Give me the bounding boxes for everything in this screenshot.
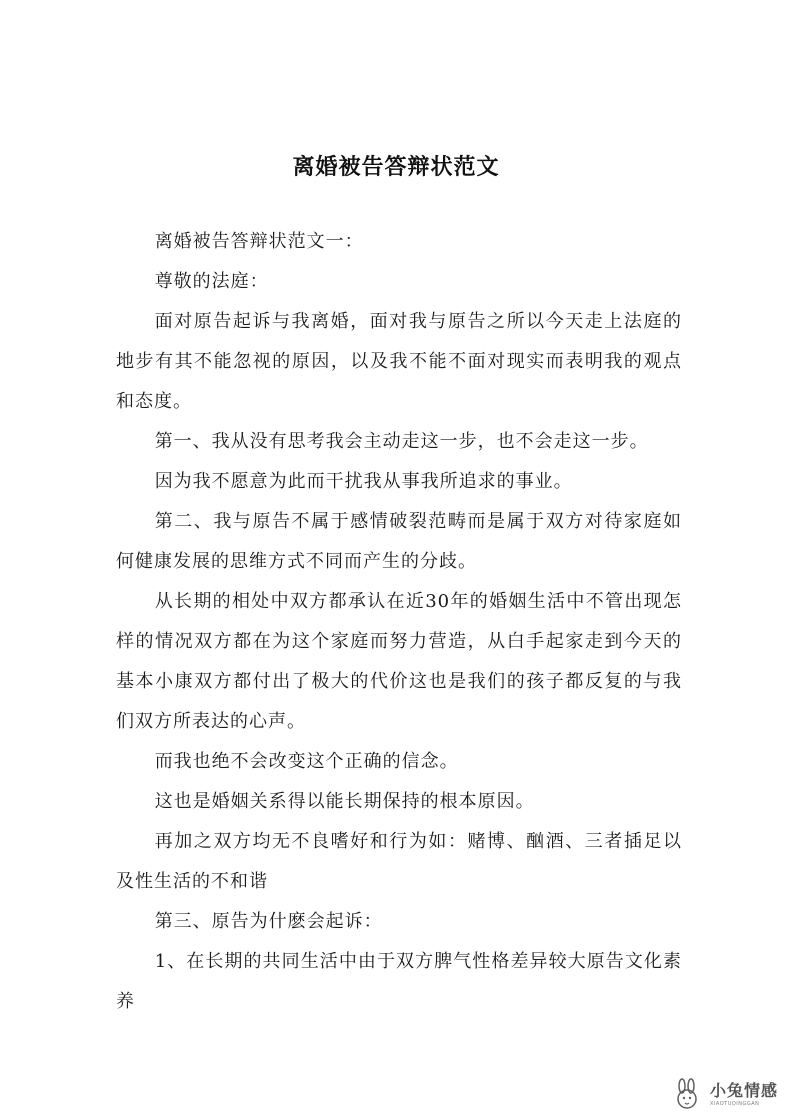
watermark-name: 小兔情感	[709, 1081, 778, 1100]
paragraph: 再加之双方均无不良嗜好和行为如：赌博、酗酒、三者插足以及性生活的不和谐	[116, 831, 682, 892]
paragraph: 尊敬的法庭：	[154, 271, 269, 292]
paragraph: 第三、原告为什麽会起诉：	[154, 911, 383, 932]
paragraph: 1、在长期的共同生活中由于双方脾气性格差异较大原告文化素养	[116, 951, 682, 1012]
paragraph: 这也是婚姻关系得以能长期保持的根本原因。	[154, 791, 535, 812]
rabbit-logo-icon	[670, 1078, 704, 1112]
paragraph: 第一、我从没有思考我会主动走这一步，也不会走这一步。	[154, 431, 649, 452]
paragraph: 面对原告起诉与我离婚，面对我与原告之所以今天走上法庭的地步有其不能忽视的原因，以及我不能不面对现实而表明我的观点和态度。	[116, 311, 682, 412]
document-title: 离婚被告答辩状范文	[292, 155, 500, 180]
watermark	[670, 1078, 778, 1112]
paragraph: 离婚被告答辩状范文一：	[154, 231, 364, 252]
watermark-subtitle: XIAOTUQINGGAN	[709, 1101, 760, 1107]
paragraph: 而我也绝不会改变这个正确的信念。	[154, 751, 459, 772]
paragraph: 第二、我与原告不属于感情破裂范畴而是属于双方对待家庭如何健康发展的思维方式不同而产生的分歧。	[116, 511, 682, 572]
paragraph: 从长期的相处中双方都承认在近30年的婚姻生活中不管出现怎样的情况双方都在为这个家庭而努力营造，从白手起家走到今天的基本小康双方都付出了极大的代价这也是我们的孩子都反复的与我们双方所表达的心声。	[116, 591, 682, 732]
paragraph: 因为我不愿意为此而干扰我从事我所追求的事业。	[154, 471, 573, 492]
document-body	[116, 222, 682, 1022]
